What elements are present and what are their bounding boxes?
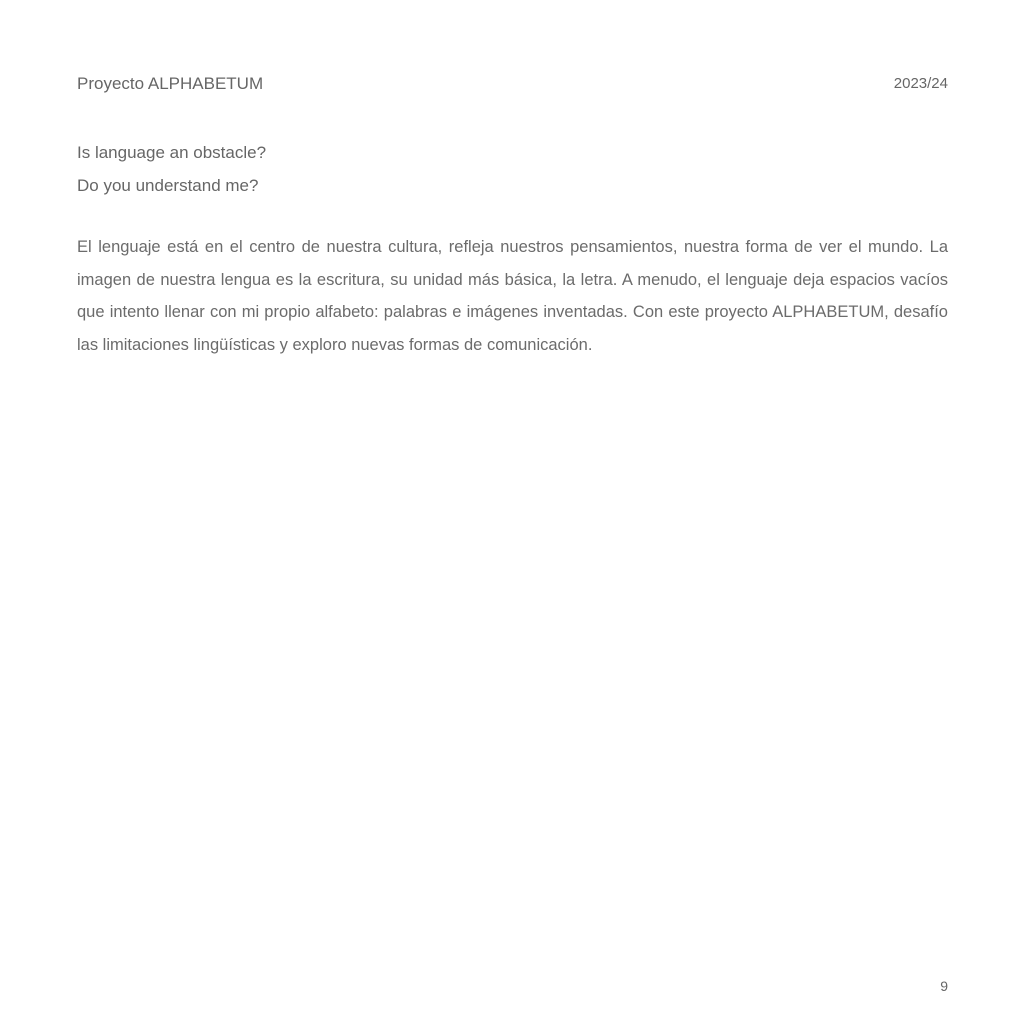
document-title: Proyecto ALPHABETUM [77, 74, 264, 93]
document-year: 2023/24 [893, 75, 948, 92]
body-paragraph: El lenguaje está en el centro de nuestra cultura, refleja nuestros pensamientos, nuestra forma de ver el mundo. La imagen de nuestra lengua es la escritura, su unidad más básica, la letra. A menudo, el lenguaje deja espacios vacíos que intento llenar con mi propio alfabeto: palabras e imágenes inventadas. Con este proyecto ALPHABETUM, desafío las limitaciones lingüísticas y exploro nuevas formas de comunicación. [77, 238, 948, 354]
question-line-1: Is language an obstacle? [77, 143, 267, 162]
page-number: 9 [940, 978, 948, 994]
question-line-2: Do you understand me? [77, 176, 259, 195]
question-lines [77, 136, 948, 202]
page-header [77, 72, 948, 96]
